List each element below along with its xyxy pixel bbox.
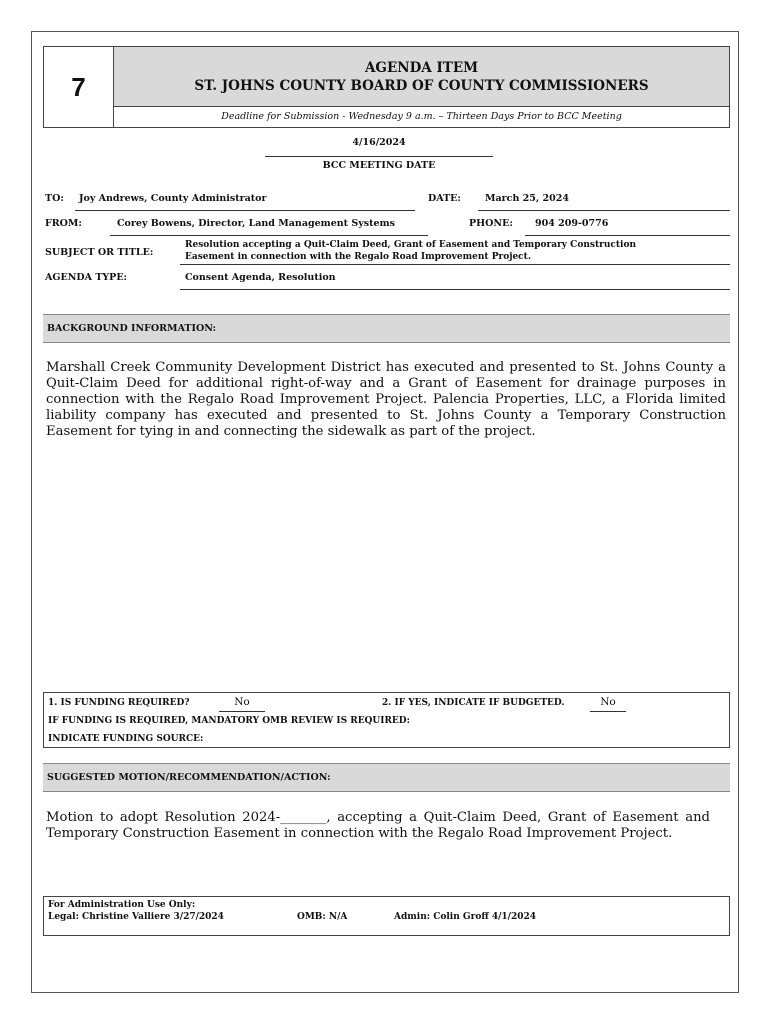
funding-q2-underline <box>590 711 626 712</box>
meeting-date: 4/16/2024 <box>352 137 406 148</box>
submission-deadline: Deadline for Submission - Wednesday 9 a.m. – Thirteen Days Prior to BCC Meeting <box>221 111 622 122</box>
admin-heading: For Administration Use Only: <box>48 900 196 910</box>
phone-label: PHONE: <box>469 218 513 229</box>
funding-q2-label: 2. IF YES, INDICATE IF BUDGETED. <box>382 698 565 708</box>
date-value: March 25, 2024 <box>485 193 569 204</box>
to-value: Joy Andrews, County Administrator <box>79 193 267 204</box>
subject-line2: Easement in connection with the Regalo Road Improvement Project. <box>185 252 531 262</box>
agenda-title <box>114 47 729 107</box>
admin-admin: Admin: Colin Groff 4/1/2024 <box>394 912 536 922</box>
funding-q1-underline <box>219 711 265 712</box>
omb-review-label: IF FUNDING IS REQUIRED, MANDATORY OMB REVIEW IS REQUIRED: <box>48 716 410 726</box>
funding-q1-label: 1. IS FUNDING REQUIRED? <box>48 698 190 708</box>
agenda-type-value: Consent Agenda, Resolution <box>185 272 336 283</box>
motion-text: Motion to adopt Resolution 2024-_______, accepting a Quit-Claim Deed, Grant of Easement and Temporary Construction Easement in connection with the Regalo Road Improvement Project. <box>46 810 710 841</box>
motion-heading: SUGGESTED MOTION/RECOMMENDATION/ACTION: <box>43 763 730 792</box>
to-underline <box>75 210 415 211</box>
to-label: TO: <box>45 193 64 204</box>
funding-source-label: INDICATE FUNDING SOURCE: <box>48 734 204 744</box>
subject-underline <box>180 264 730 265</box>
background-heading: BACKGROUND INFORMATION: <box>43 314 730 343</box>
meeting-date-label: BCC MEETING DATE <box>322 160 436 171</box>
agenda-title-line1: AGENDA ITEM <box>364 60 479 76</box>
subject-line1: Resolution accepting a Quit-Claim Deed, Grant of Easement and Temporary Construction <box>185 240 636 250</box>
subject-label: SUBJECT OR TITLE: <box>45 247 154 258</box>
admin-omb: OMB: N/A <box>297 912 348 922</box>
agenda-header <box>43 46 730 128</box>
phone-underline <box>525 235 730 236</box>
background-text: Marshall Creek Community Development District has executed and presented to St. Johns County a Quit-Claim Deed for additional right-of-way and a Grant of Easement for drainage purposes in connection with the Regalo Road Improvement Project. Palencia Properties, LLC, a Florida limited liability company has executed and presented to St. Johns County a Temporary Construction Easement for tying in and connecting the sidewalk as part of the project. <box>46 360 726 439</box>
funding-box <box>43 692 730 748</box>
admin-legal: Legal: Christine Valliere 3/27/2024 <box>48 912 224 922</box>
admin-box <box>43 896 730 936</box>
agenda-item-number: 7 <box>44 47 114 127</box>
date-underline <box>478 210 730 211</box>
agenda-type-underline <box>180 289 730 290</box>
date-label: DATE: <box>428 193 461 204</box>
from-underline <box>110 235 428 236</box>
meeting-date-underline <box>265 156 493 157</box>
from-value: Corey Bowens, Director, Land Management Systems <box>117 218 395 229</box>
agenda-title-line2: ST. JOHNS COUNTY BOARD OF COUNTY COMMISSIONERS <box>194 78 649 94</box>
page-frame <box>31 31 739 993</box>
agenda-type-label: AGENDA TYPE: <box>45 272 128 283</box>
funding-q1-value: No <box>234 696 250 708</box>
phone-value: 904 209-0776 <box>535 218 609 229</box>
from-label: FROM: <box>45 218 82 229</box>
funding-q2-value: No <box>600 696 616 708</box>
